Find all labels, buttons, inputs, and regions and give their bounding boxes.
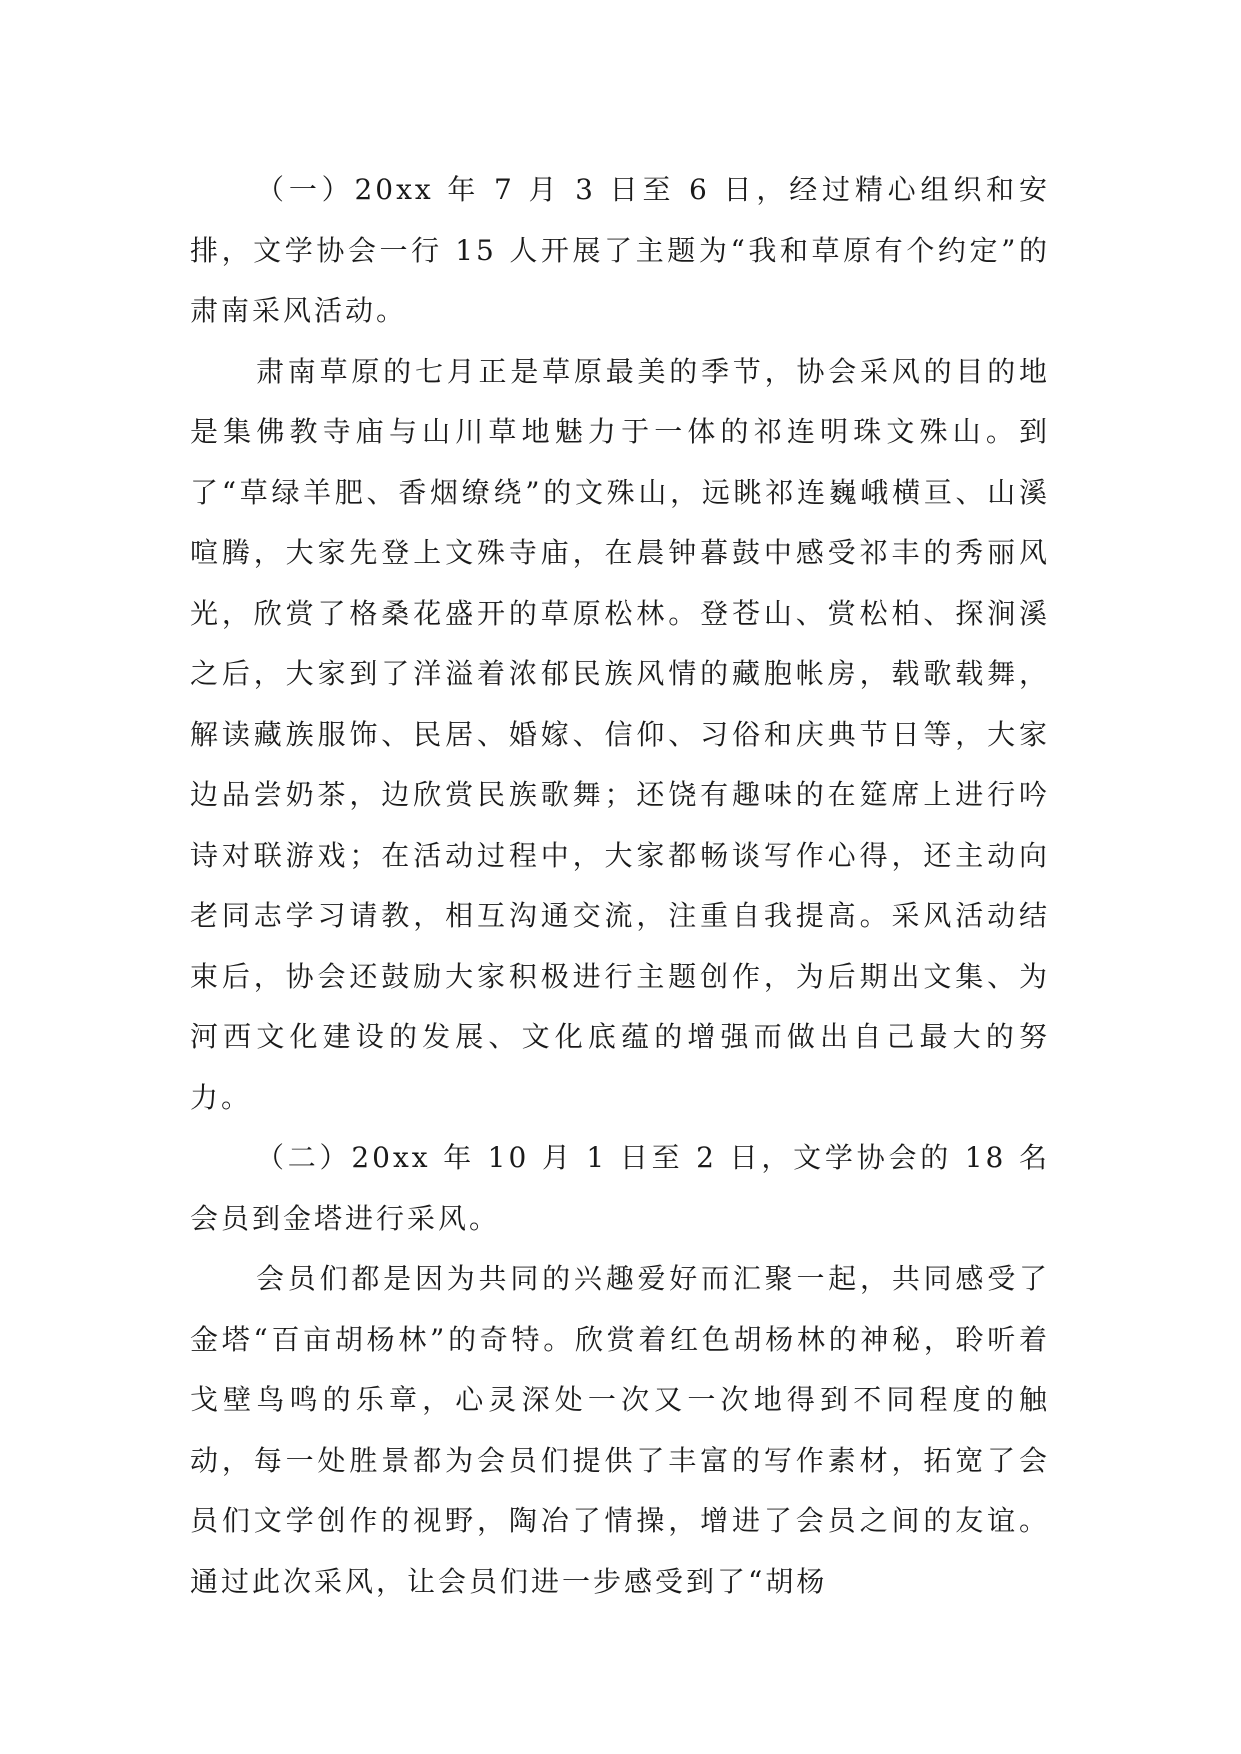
document-page [190, 160, 1050, 1612]
paragraph-2: 肃南草原的七月正是草原最美的季节，协会采风的目的地是集佛教寺庙与山川草地魅力于一体的祁连明珠文殊山。到了“草绿羊肥、香烟缭绕”的文殊山，远眺祁连巍峨横亘、山溪喧腾，大家先登上文殊寺庙，在晨钟暮鼓中感受祁丰的秀丽风光，欣赏了格桑花盛开的草原松林。登苍山、赏松柏、探涧溪之后，大家到了洋溢着浓郁民族风情的藏胞帐房，载歌载舞，解读藏族服饰、民居、婚嫁、信仰、习俗和庆典节日等，大家边品尝奶茶，边欣赏民族歌舞；还饶有趣味的在筵席上进行吟诗对联游戏；在活动过程中，大家都畅谈写作心得，还主动向老同志学习请教，相互沟通交流，注重自我提高。采风活动结束后，协会还鼓励大家积极进行主题创作，为后期出文集、为河西文化建设的发展、文化底蕴的增强而做出自己最大的努力。 [190, 354, 1050, 1114]
paragraph-4: 会员们都是因为共同的兴趣爱好而汇聚一起，共同感受了金塔“百亩胡杨林”的奇特。欣赏着红色胡杨林的神秘，聆听着戈壁鸟鸣的乐章，心灵深处一次又一次地得到不同程度的触动，每一处胜景都为会员们提供了丰富的写作素材，拓宽了会员们文学创作的视野，陶冶了情操，增进了会员之间的友谊。通过此次采风，让会员们进一步感受到了“胡杨 [190, 1262, 1050, 1598]
paragraph-3: （二）20xx 年 10 月 1 日至 2 日，文学协会的 18 名会员到金塔进行采风。 [190, 1141, 1050, 1235]
paragraph-1: （一）20xx 年 7 月 3 日至 6 日，经过精心组织和安排，文学协会一行 15 人开展了主题为“我和草原有个约定”的肃南采风活动。 [190, 173, 1050, 327]
